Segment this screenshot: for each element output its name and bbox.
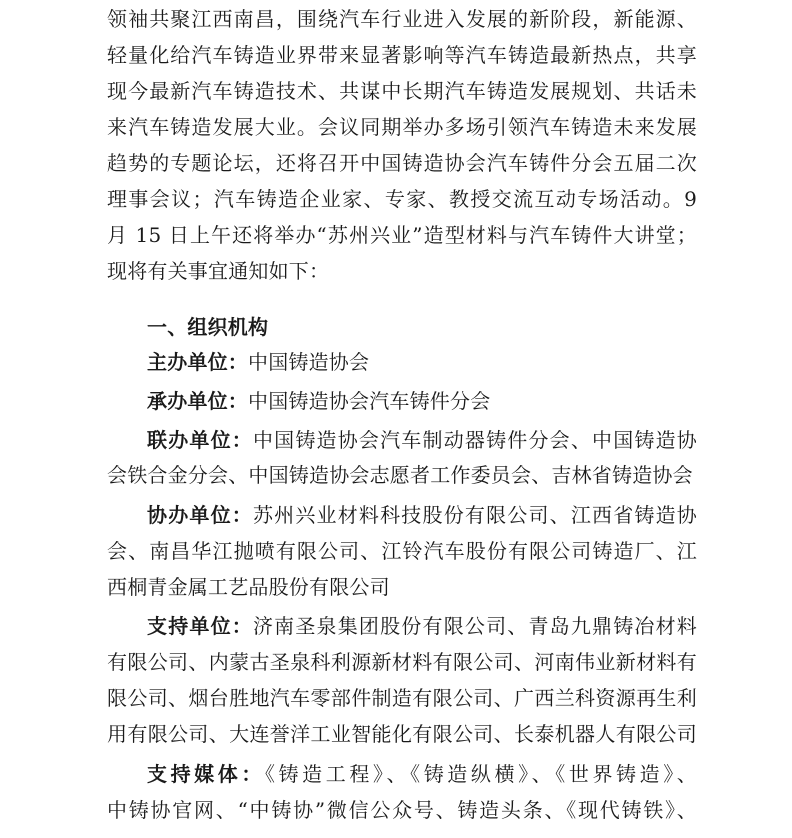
assist-label: 协办单位：: [147, 503, 253, 527]
assist-line: 会、南昌华江抛喷有限公司、江铃汽车股份有限公司铸造厂、江: [107, 539, 697, 563]
co-host-line: 会铁合金分会、中国铸造协会志愿者工作委员会、吉林省铸造协会: [107, 463, 693, 487]
support-line: 限公司、烟台胜地汽车零部件制造有限公司、广西兰科资源再生利: [107, 686, 697, 710]
assist-paragraph: [147, 500, 697, 530]
host-paragraph: [147, 347, 697, 377]
intro-line: 现将有关事宜通知如下：: [107, 259, 330, 283]
co-host-paragraph: [147, 425, 697, 455]
intro-line: 轻量化给汽车铸造业界带来显著影响等汽车铸造最新热点，共享: [107, 43, 697, 67]
host-label: 主办单位：: [147, 350, 248, 374]
media-text: 《铸造工程》、《铸造纵横》、《世界铸造》、: [264, 762, 698, 786]
support-line: 有限公司、内蒙古圣泉科利源新材料有限公司、河南伟业新材料有: [107, 650, 697, 674]
co-host-text: 中国铸造协会汽车制动器铸件分会、中国铸造协: [252, 428, 698, 452]
co-host-label: 联办单位：: [147, 428, 253, 452]
intro-line: 趋势的专题论坛，还将召开中国铸造协会汽车铸件分会五届二次: [107, 151, 697, 175]
intro-line: 来汽车铸造发展大业。会议同期举办多场引领汽车铸造未来发展: [107, 115, 697, 139]
organizer-label: 承办单位：: [147, 389, 248, 413]
intro-line: 现今最新汽车铸造技术、共谋中长期汽车铸造发展规划、共话未: [107, 79, 697, 103]
assist-line: 西桐青金属工艺品股份有限公司: [107, 575, 390, 599]
support-text: 济南圣泉集团股份有限公司、青岛九鼎铸冶材料: [252, 614, 698, 638]
intro-line: 领袖共聚江西南昌，围绕汽车行业进入发展的新阶段，新能源、: [107, 7, 697, 31]
assist-text: 苏州兴业材料科技股份有限公司、江西省铸造协: [252, 503, 698, 527]
organizer-text: 中国铸造协会汽车铸件分会: [248, 389, 491, 413]
support-label: 支持单位：: [147, 614, 253, 638]
support-line: 用有限公司、大连誉洋工业智能化有限公司、长泰机器人有限公司: [107, 722, 697, 746]
media-label: 支持媒体：: [147, 762, 265, 786]
organizer-paragraph: [147, 386, 697, 416]
section-heading: 一、组织机构: [147, 315, 269, 339]
intro-line: 月 15 日上午还将举办“苏州兴业”造型材料与汽车铸件大讲堂；: [107, 223, 697, 247]
host-text: 中国铸造协会: [248, 350, 370, 374]
media-paragraph: [147, 759, 697, 789]
support-paragraph: [147, 611, 697, 641]
intro-line: 理事会议；汽车铸造企业家、专家、教授交流互动专场活动。9: [107, 187, 697, 211]
media-line: 中铸协官网、“中铸协”微信公众号、铸造头条、《现代铸铁》、: [107, 798, 697, 822]
